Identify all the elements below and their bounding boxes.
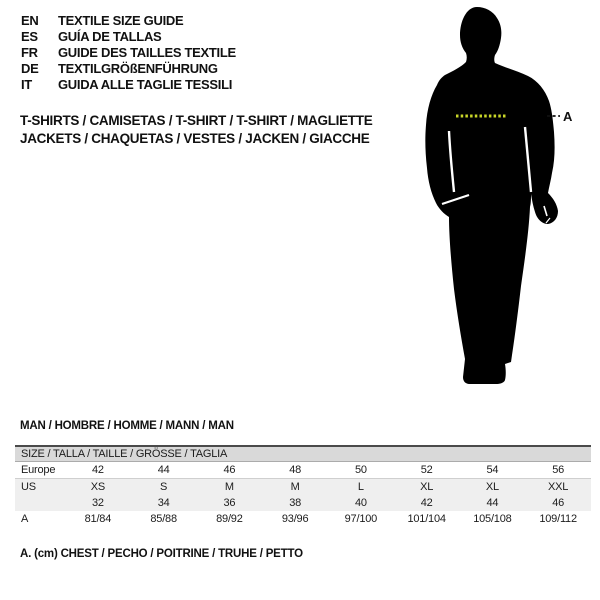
table-row-us-numeric — [15, 495, 591, 511]
language-label: GUIDE DES TAILLES TEXTILE — [58, 45, 236, 60]
size-table-header-label: SIZE / TALLA / TAILLE / GRÖSSE / TAGLIA — [15, 446, 591, 462]
language-label: GUIDA ALLE TAGLIE TESSILI — [58, 77, 233, 92]
category-line-tshirts: T-SHIRTS / CAMISETAS / T-SHIRT / T-SHIRT / MAGLIETTE — [20, 113, 373, 128]
size-cell: 97/100 — [344, 513, 378, 525]
size-table — [15, 445, 591, 527]
size-row-label: A — [21, 513, 29, 525]
size-row-label: US — [15, 479, 65, 496]
category-lines — [20, 112, 372, 148]
section-title-man: MAN / HOMBRE / HOMME / MANN / MAN — [20, 420, 234, 432]
footnote-chest-measure: A. (cm) CHEST / PECHO / POITRINE / TRUHE / PETTO — [20, 548, 303, 560]
size-cell: XXL — [525, 479, 591, 496]
language-row-de — [21, 61, 236, 77]
size-cell: 32 — [65, 495, 131, 511]
size-cell: 85/88 — [150, 513, 177, 525]
language-label: TEXTILE SIZE GUIDE — [58, 13, 184, 28]
size-cell: 56 — [552, 464, 565, 476]
language-row-en — [21, 13, 236, 29]
size-cell: 101/104 — [407, 513, 446, 525]
size-cell: 42 — [394, 495, 460, 511]
size-cell: XS — [65, 479, 131, 496]
size-cell: XL — [460, 479, 526, 496]
man-silhouette — [425, 7, 558, 384]
size-cell: 54 — [486, 464, 499, 476]
language-code: DE — [21, 61, 39, 76]
language-code: ES — [21, 29, 38, 44]
language-code: FR — [21, 45, 38, 60]
size-cell: 50 — [354, 464, 367, 476]
table-row-chest-a — [15, 511, 591, 527]
size-row-label: Europe — [21, 464, 56, 476]
size-cell: 42 — [91, 464, 104, 476]
language-list — [21, 13, 236, 93]
size-cell: S — [131, 479, 197, 496]
size-cell: 34 — [131, 495, 197, 511]
language-code: IT — [21, 77, 32, 92]
size-cell: 52 — [420, 464, 433, 476]
size-cell: 46 — [223, 464, 236, 476]
size-cell: 44 — [157, 464, 170, 476]
figure-wrap — [365, 4, 575, 389]
size-cell: 81/84 — [84, 513, 112, 525]
size-cell: 89/92 — [216, 513, 243, 525]
language-label: TEXTILGRÖßENFÜHRUNG — [58, 61, 218, 76]
language-row-fr — [21, 45, 236, 61]
size-cell: 36 — [197, 495, 263, 511]
language-row-it — [21, 77, 236, 93]
category-line-jackets: JACKETS / CHAQUETAS / VESTES / JACKEN / GIACCHE — [20, 131, 370, 146]
language-code: EN — [21, 13, 39, 28]
size-cell: 40 — [328, 495, 394, 511]
size-cell: 93/96 — [281, 513, 309, 525]
size-row-label — [15, 495, 65, 511]
table-row-us — [15, 479, 591, 496]
size-cell: 109/112 — [539, 513, 577, 525]
size-cell: L — [328, 479, 394, 496]
language-row-es — [21, 29, 236, 45]
size-cell: 38 — [262, 495, 328, 511]
size-cell: 46 — [525, 495, 591, 511]
size-cell: 44 — [460, 495, 526, 511]
measure-label-a: A — [563, 109, 573, 124]
size-table-header — [15, 446, 591, 462]
table-row-europe — [15, 462, 591, 479]
size-cell: XL — [394, 479, 460, 496]
language-label: GUÍA DE TALLAS — [58, 29, 162, 44]
size-cell: M — [262, 479, 328, 496]
size-cell: M — [197, 479, 263, 496]
size-cell: 48 — [289, 464, 302, 476]
size-cell: 105/108 — [473, 513, 512, 525]
man-silhouette-figure — [365, 4, 575, 389]
